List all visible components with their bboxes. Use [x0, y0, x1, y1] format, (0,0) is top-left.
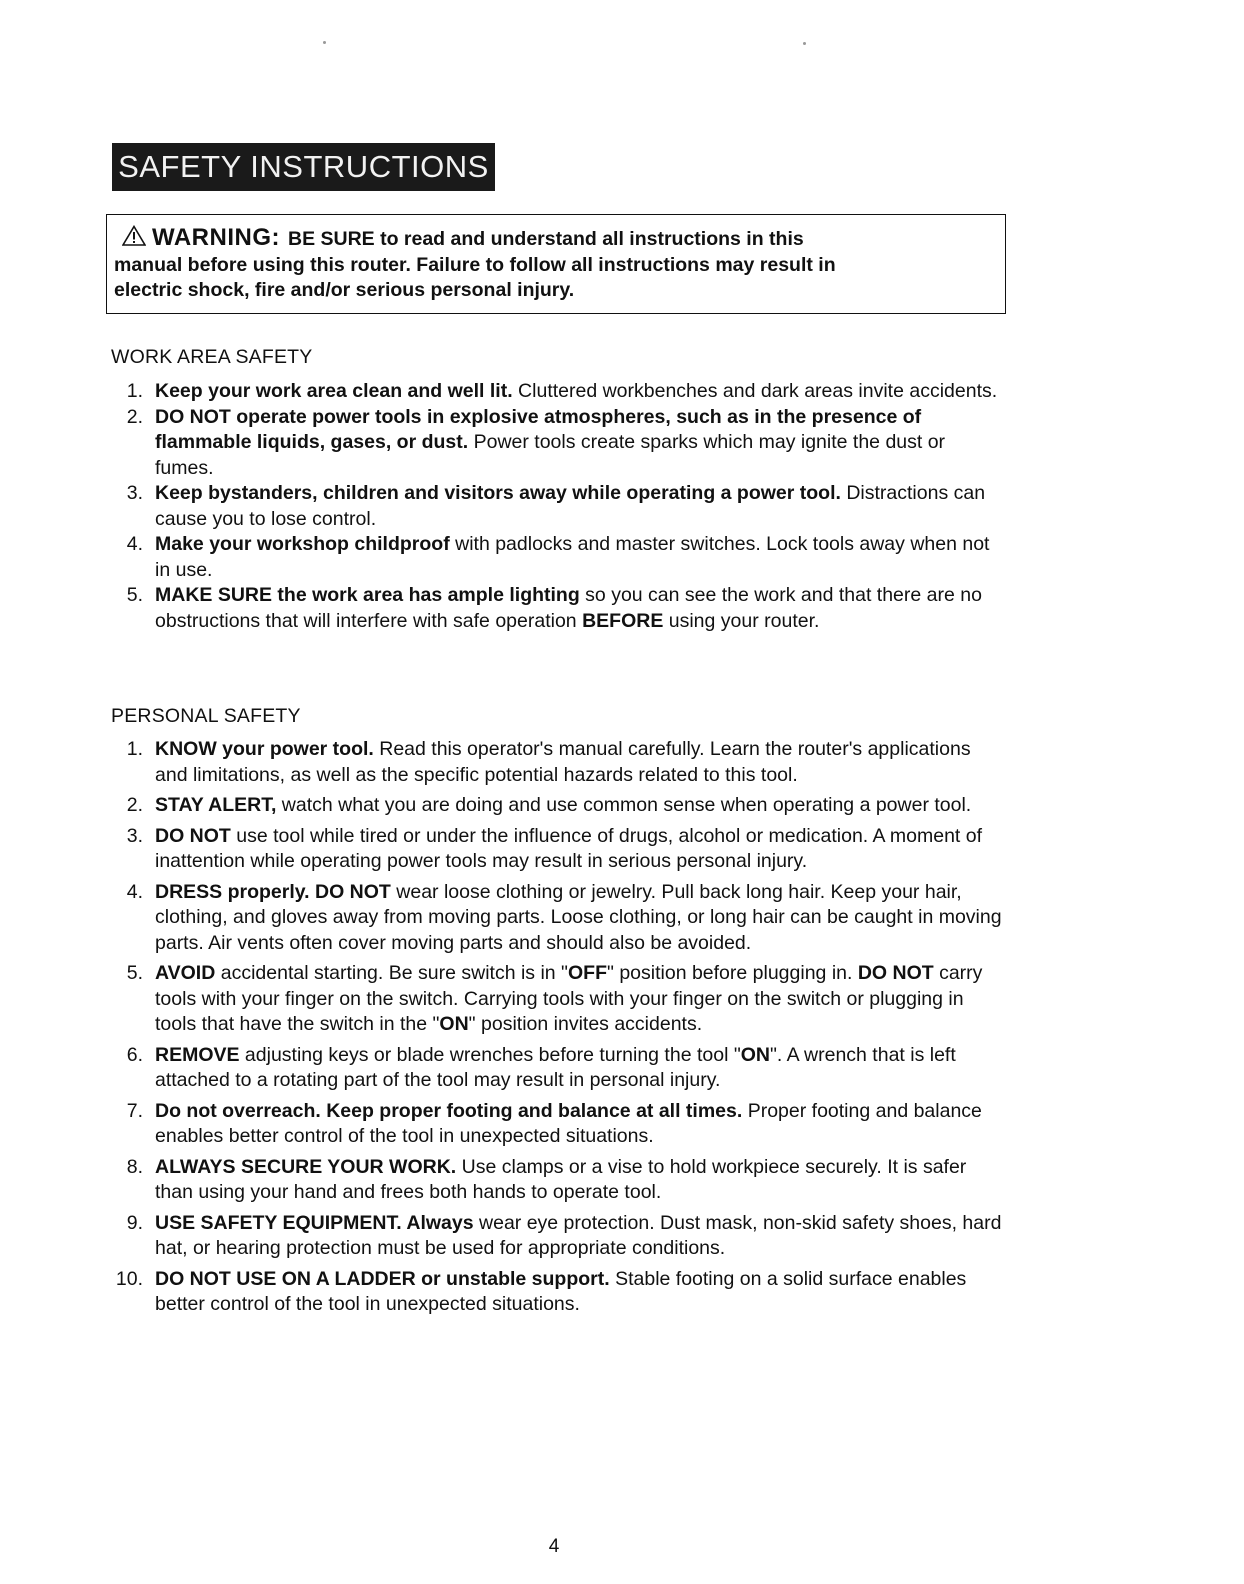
item-text: Cluttered workbenches and dark areas invite accidents. [512, 380, 998, 402]
item-number: 1. [126, 380, 143, 402]
item-text: Use clamps or a vise to hold workpiece securely. It is safer than using your hand and frees both hands to operate tool. [155, 1155, 967, 1203]
list-item [108, 737, 1008, 788]
list-item [108, 1155, 1008, 1206]
item-emphasis: ON [740, 1043, 770, 1066]
list-item [108, 532, 1008, 583]
list-item [108, 379, 1008, 405]
item-emphasis: AVOID [155, 962, 216, 984]
scan-speck [803, 42, 806, 45]
page-number: 4 [548, 1536, 560, 1557]
item-number: 4. [126, 880, 143, 903]
list-item [108, 880, 1008, 957]
item-text: wear eye protection. Dust mask, non-skid safety shoes, hard hat, or hearing protection must be used for appropriate conditions. [155, 1211, 1002, 1259]
item-emphasis: DO NOT USE ON A LADDER or unstable support. [155, 1267, 610, 1290]
item-emphasis: DO NOT [155, 824, 231, 847]
item-text: watch what you are doing and use common sense when operating a power tool. [276, 794, 972, 816]
item-text: accidental starting. Be sure switch is in " [215, 962, 568, 984]
item-emphasis: Keep your work area clean and well lit. [155, 380, 513, 402]
item-number: 2. [126, 794, 143, 816]
item-emphasis: Keep bystanders, children and visitors away while operating a power tool. [155, 482, 841, 504]
list-item [108, 824, 1008, 875]
item-number: 1. [126, 738, 143, 760]
item-number: 2. [126, 405, 143, 428]
item-emphasis: KNOW your power tool. [155, 738, 374, 760]
item-emphasis: OFF [567, 962, 607, 984]
item-number: 4. [126, 533, 143, 555]
item-text: using your router. [663, 609, 820, 632]
list-item [108, 481, 1008, 532]
item-number: 9. [126, 1211, 143, 1234]
item-emphasis: DRESS properly. DO NOT [155, 880, 391, 903]
item-text: ". A wrench that is left attached to a rotating part of the tool may result in personal injury. [155, 1043, 956, 1091]
item-text: carry tools with your finger on the switch. Carrying tools with your finger on the switch or plugging in tools that have the switch in the " [155, 962, 983, 1035]
list-item [108, 961, 1008, 1038]
work-area-list [108, 379, 1008, 634]
item-text: " position invites accidents. [468, 1013, 703, 1035]
list-item [108, 405, 1008, 482]
item-text: " position before plugging in. [606, 962, 858, 984]
list-item [108, 1099, 1008, 1150]
item-emphasis: BEFORE [582, 609, 664, 632]
warning-lead: BE SURE to read and understand all instructions in this [287, 228, 804, 250]
item-text: wear loose clothing or jewelry. Pull back long hair. Keep your hair, clothing, and gloves away from moving parts. Loose clothing, or long hair can be caught in moving parts. Air vents often cover moving parts and should also be avoided. [155, 880, 1002, 954]
item-emphasis: ALWAYS SECURE YOUR WORK. [155, 1155, 457, 1178]
list-item [108, 793, 1008, 819]
scan-speck [323, 41, 326, 44]
item-emphasis: Do not overreach. Keep proper footing and balance at all times. [155, 1099, 743, 1122]
item-text: Power tools create sparks which may ignite the dust or fumes. [155, 431, 946, 479]
item-emphasis: USE SAFETY EQUIPMENT. Always [155, 1211, 474, 1234]
item-text: so you can see the work and that there are no obstructions that will interfere with safe operation [155, 584, 982, 632]
item-text: adjusting keys or blade wrenches before turning the tool " [239, 1043, 741, 1066]
item-emphasis: DO NOT operate power tools in explosive atmospheres, such as in the presence of flammable liquids, gases, or dust. [155, 405, 922, 453]
list-item [108, 1043, 1008, 1094]
warning-triangle-icon [122, 225, 146, 246]
item-emphasis: DO NOT [857, 962, 934, 984]
item-number: 3. [126, 824, 143, 847]
item-text: use tool while tired or under the influence of drugs, alcohol or medication. A moment of inattention while operating power tools may result in serious personal injury. [155, 824, 983, 872]
item-emphasis: REMOVE [155, 1043, 240, 1066]
item-text: with padlocks and master switches. Lock tools away when not in use. [155, 533, 990, 581]
item-emphasis: MAKE SURE the work area has ample lighting [155, 584, 580, 606]
item-number: 5. [126, 962, 143, 984]
item-text: Stable footing on a solid surface enables better control of the tool in unexpected situations. [155, 1267, 967, 1315]
item-text: Distractions can cause you to lose control. [155, 482, 986, 530]
warning-box [106, 214, 1006, 314]
item-emphasis: Make your workshop childproof [155, 533, 450, 555]
list-item [108, 1211, 1008, 1262]
item-text: Proper footing and balance enables better control of the tool in unexpected situations. [155, 1099, 982, 1147]
personal-safety-title: PERSONAL SAFETY [111, 705, 301, 727]
work-area-title: WORK AREA SAFETY [111, 346, 313, 368]
item-emphasis: ON [439, 1013, 469, 1035]
item-number: 6. [126, 1043, 143, 1066]
personal-safety-list [108, 737, 1008, 1323]
item-number: 3. [126, 482, 143, 504]
warning-label: WARNING: [152, 224, 280, 251]
warning-line-3: electric shock, fire and/or serious personal injury. [114, 279, 575, 301]
list-item [108, 583, 1008, 634]
item-text: Read this operator's manual carefully. Learn the router's applications and limitations, as well as the specific potential hazards related to this tool. [155, 738, 971, 786]
warning-line-2: manual before using this router. Failure to follow all instructions may result in [114, 253, 836, 276]
item-emphasis: STAY ALERT, [155, 794, 277, 816]
item-number: 5. [126, 584, 143, 606]
item-number: 7. [126, 1099, 143, 1122]
list-item [108, 1267, 1008, 1318]
page-title-banner: SAFETY INSTRUCTIONS [112, 143, 495, 191]
item-number: 8. [126, 1155, 143, 1178]
item-number: 10. [115, 1267, 143, 1290]
